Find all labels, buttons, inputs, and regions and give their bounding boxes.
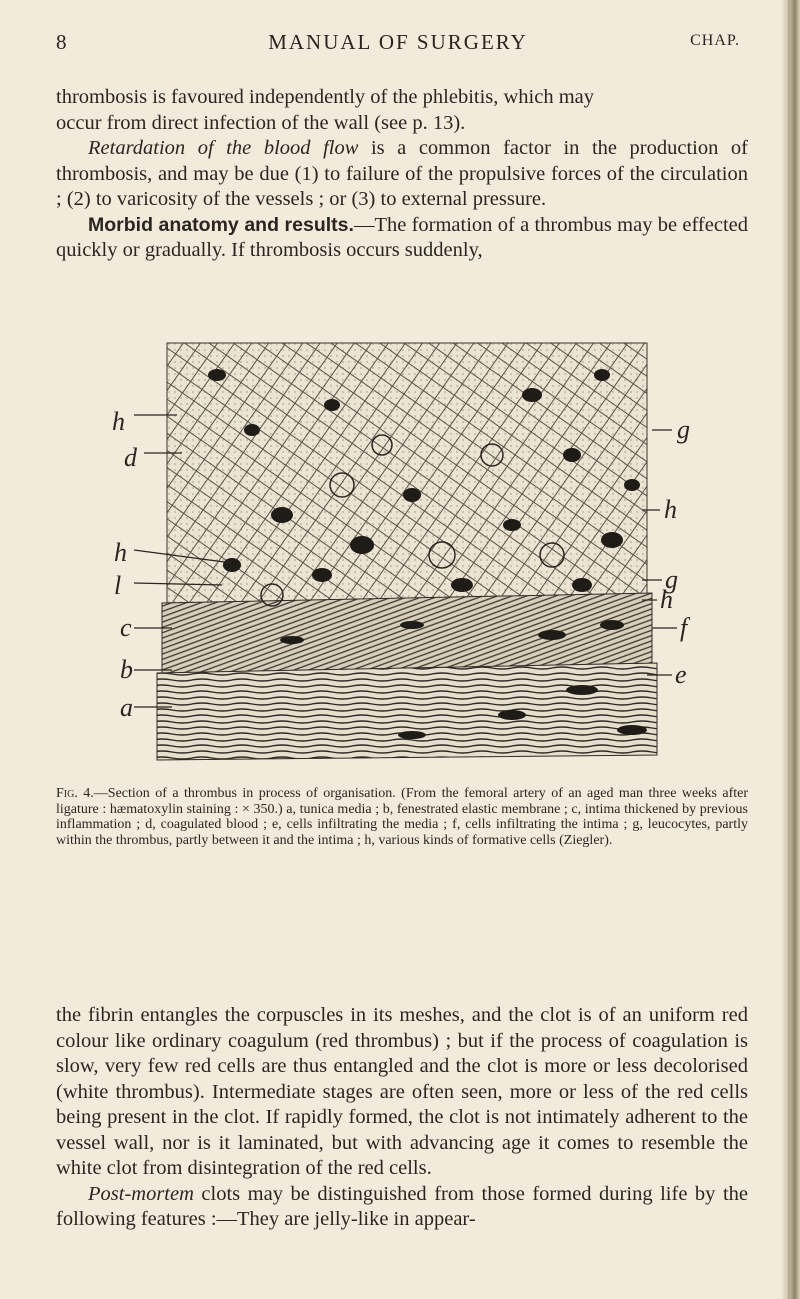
label-g-mid: g	[665, 565, 678, 594]
paragraph-3	[56, 213, 748, 264]
label-g-top: g	[677, 415, 690, 444]
paragraph-1	[56, 85, 748, 136]
figure-caption	[56, 786, 748, 848]
page-number: 8	[56, 30, 68, 54]
paragraph-2	[56, 136, 748, 213]
label-h-top-left: h	[112, 407, 125, 436]
paragraph-3-text: —The formation of a thrombus may be effected quickly or gradually. If thrombosis occurs suddenly,	[56, 213, 748, 261]
paragraph-1-line-1: thrombosis is favoured independently of the phlebitis, which may	[56, 86, 595, 108]
label-h-mid-left: h	[114, 538, 127, 567]
label-l: l	[114, 571, 122, 600]
figure-number: Fig. 4.	[56, 786, 94, 801]
label-a: a	[120, 693, 133, 722]
caption-text: —Section of a thrombus in process of organisation. (From the femoral artery of an aged man three weeks after ligature : hæmatoxylin staining : × 350.) a, tunica media ; b, fenestrated elastic membrane ; c, intima thickened by previous inflammation ; d, coagulated blood ; e, cells infiltrating the media ; f, cells infiltrating the intima ; g, leucocytes, partly within the thrombus, partly between it and the intima ; h, various kinds of formative cells (Ziegler).	[56, 786, 748, 848]
running-header	[56, 30, 740, 60]
paragraph-2-italic-lead: Retardation of the blood flow	[88, 137, 359, 159]
histology-illustration	[112, 335, 702, 775]
paragraph-5	[56, 1182, 748, 1233]
label-f: f	[680, 613, 688, 642]
label-e: e	[675, 660, 687, 689]
label-d: d	[124, 443, 137, 472]
body-text-top	[56, 85, 748, 264]
figure-thrombus-section	[112, 335, 702, 775]
page-edge	[782, 0, 800, 1299]
chapter-mark: CHAP.	[690, 32, 740, 49]
paragraph-1-line-2: occur from direct infection of the wall (see p. 13).	[56, 111, 466, 134]
label-c: c	[120, 613, 132, 642]
paragraph-5-text: clots may be distinguished from those formed during life by the following features :—They are jelly-like in appear-	[56, 1182, 748, 1230]
paragraph-5-italic-lead: Post-mortem	[88, 1182, 194, 1205]
section-heading: Morbid anatomy and results.	[88, 213, 354, 236]
body-text-bottom	[56, 1003, 748, 1233]
running-title: MANUAL OF SURGERY	[268, 30, 528, 54]
label-h-mid-right: h	[660, 585, 673, 614]
paragraph-4: the fibrin entangles the corpuscles in its meshes, and the clot is of an uniform red colour like ordinary coagulum (red thrombus) ; but if the process of coagulation is slow, very few red cells are thus entangled and the clot is more or less decolorised (white thrombus). Intermediate stages are often seen, more or less of the red cells being present in the clot. If rapidly formed, the clot is not intimately adherent to the vessel wall, nor is it laminated, but with advancing age it comes to resemble the white clot from disintegration of the red cells.	[56, 1004, 748, 1179]
paragraph-2-text: is a common factor in the production of thrombosis, and may be due (1) to failure of the propulsive forces of the circulation ; (2) to varicosity of the vessels ; or (3) to external pressure.	[56, 137, 748, 210]
label-b: b	[120, 655, 133, 684]
label-h-right-upper: h	[664, 495, 677, 524]
